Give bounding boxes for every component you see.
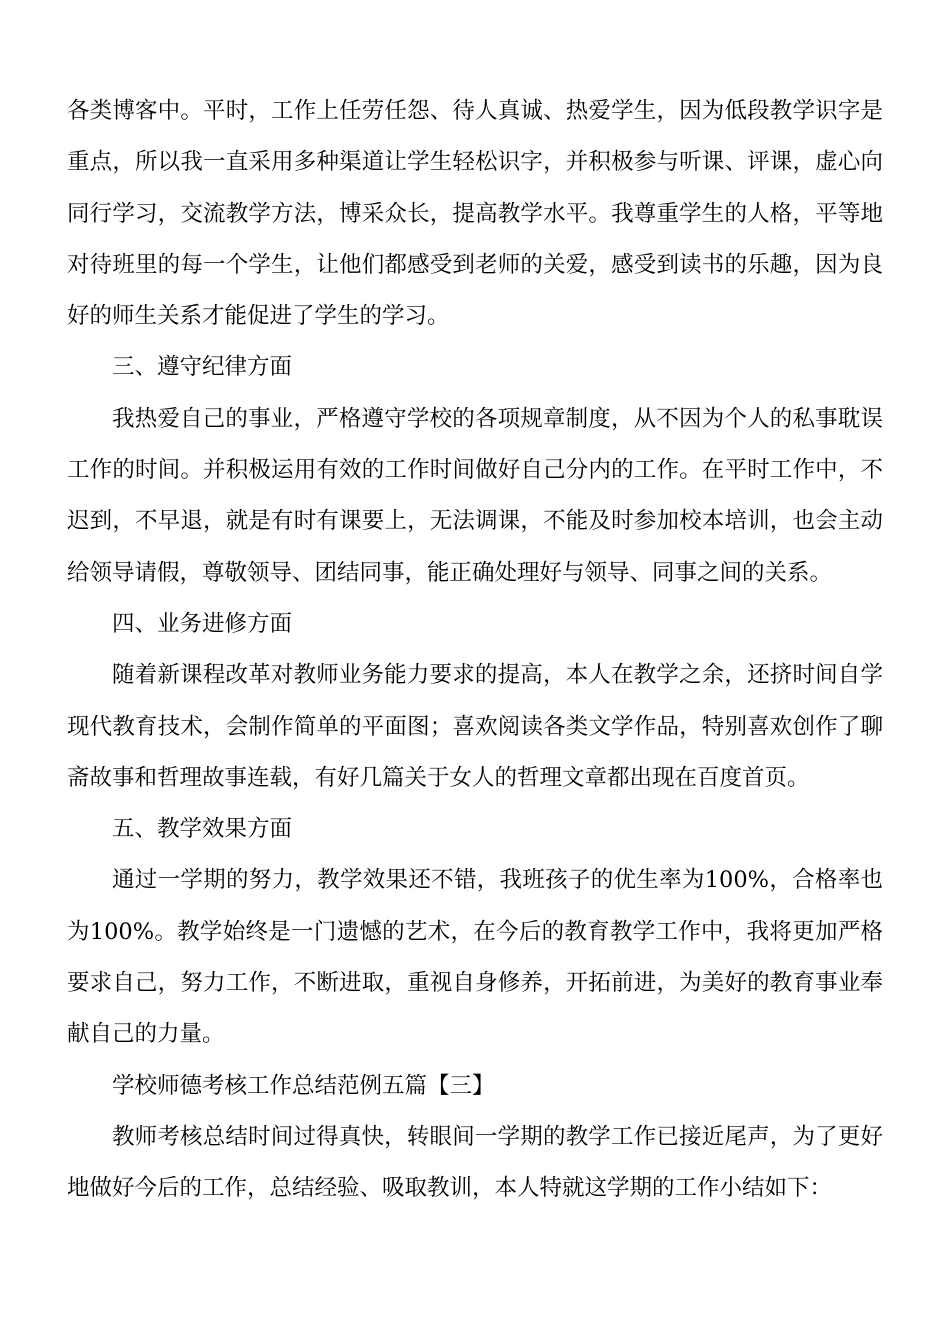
paragraph-results: 通过一学期的努力，教学效果还不错，我班孩子的优生率为100%，合格率也为100%。教学始终是一门遗憾的艺术，在今后的教育教学工作中，我将更加严格要求自己，努力工作，不断进取，重视自身修养，开拓前进，为美好的教育事业奉献自己的力量。 bbox=[67, 867, 883, 1048]
paragraph-training: 随着新课程改革对教师业务能力要求的提高，本人在教学之余，还挤时间自学现代教育技术，会制作简单的平面图；喜欢阅读各类文学作品，特别喜欢创作了聊斋故事和哲理故事连载，有好几篇关于女人的哲理文章都出现在百度首页。 bbox=[67, 662, 883, 791]
section-heading-training: 四、业务进修方面 bbox=[112, 610, 293, 637]
section-heading-results: 五、教学效果方面 bbox=[112, 816, 293, 843]
article-title-part-three: 学校师德考核工作总结范例五篇【三】 bbox=[112, 1072, 495, 1099]
section-heading-discipline: 三、遵守纪律方面 bbox=[112, 354, 293, 381]
paragraph-discipline: 我热爱自己的事业，严格遵守学校的各项规章制度，从不因为个人的私事耽误工作的时间。并积极运用有效的工作时间做好自己分内的工作。在平时工作中，不迟到，不早退，就是有时有课要上，无法调课，不能及时参加校本培训，也会主动给领导请假，尊敬领导、团结同事，能正确处理好与领导、同事之间的关系。 bbox=[67, 405, 883, 586]
paragraph-intro: 教师考核总结时间过得真快，转眼间一学期的教学工作已接近尾声，为了更好地做好今后的工作，总结经验、吸取教训，本人特就这学期的工作小结如下： bbox=[67, 1123, 883, 1202]
paragraph-continued: 各类博客中。平时，工作上任劳任怨、待人真诚、热爱学生，因为低段教学识字是重点，所以我一直采用多种渠道让学生轻松识字，并积极参与听课、评课，虚心向同行学习，交流教学方法，博采众长，提高教学水平。我尊重学生的人格，平等地对待班里的每一个学生，让他们都感受到老师的关爱，感受到读书的乐趣，因为良好的师生关系才能促进了学生的学习。 bbox=[67, 98, 883, 330]
document-page bbox=[67, 86, 883, 1215]
